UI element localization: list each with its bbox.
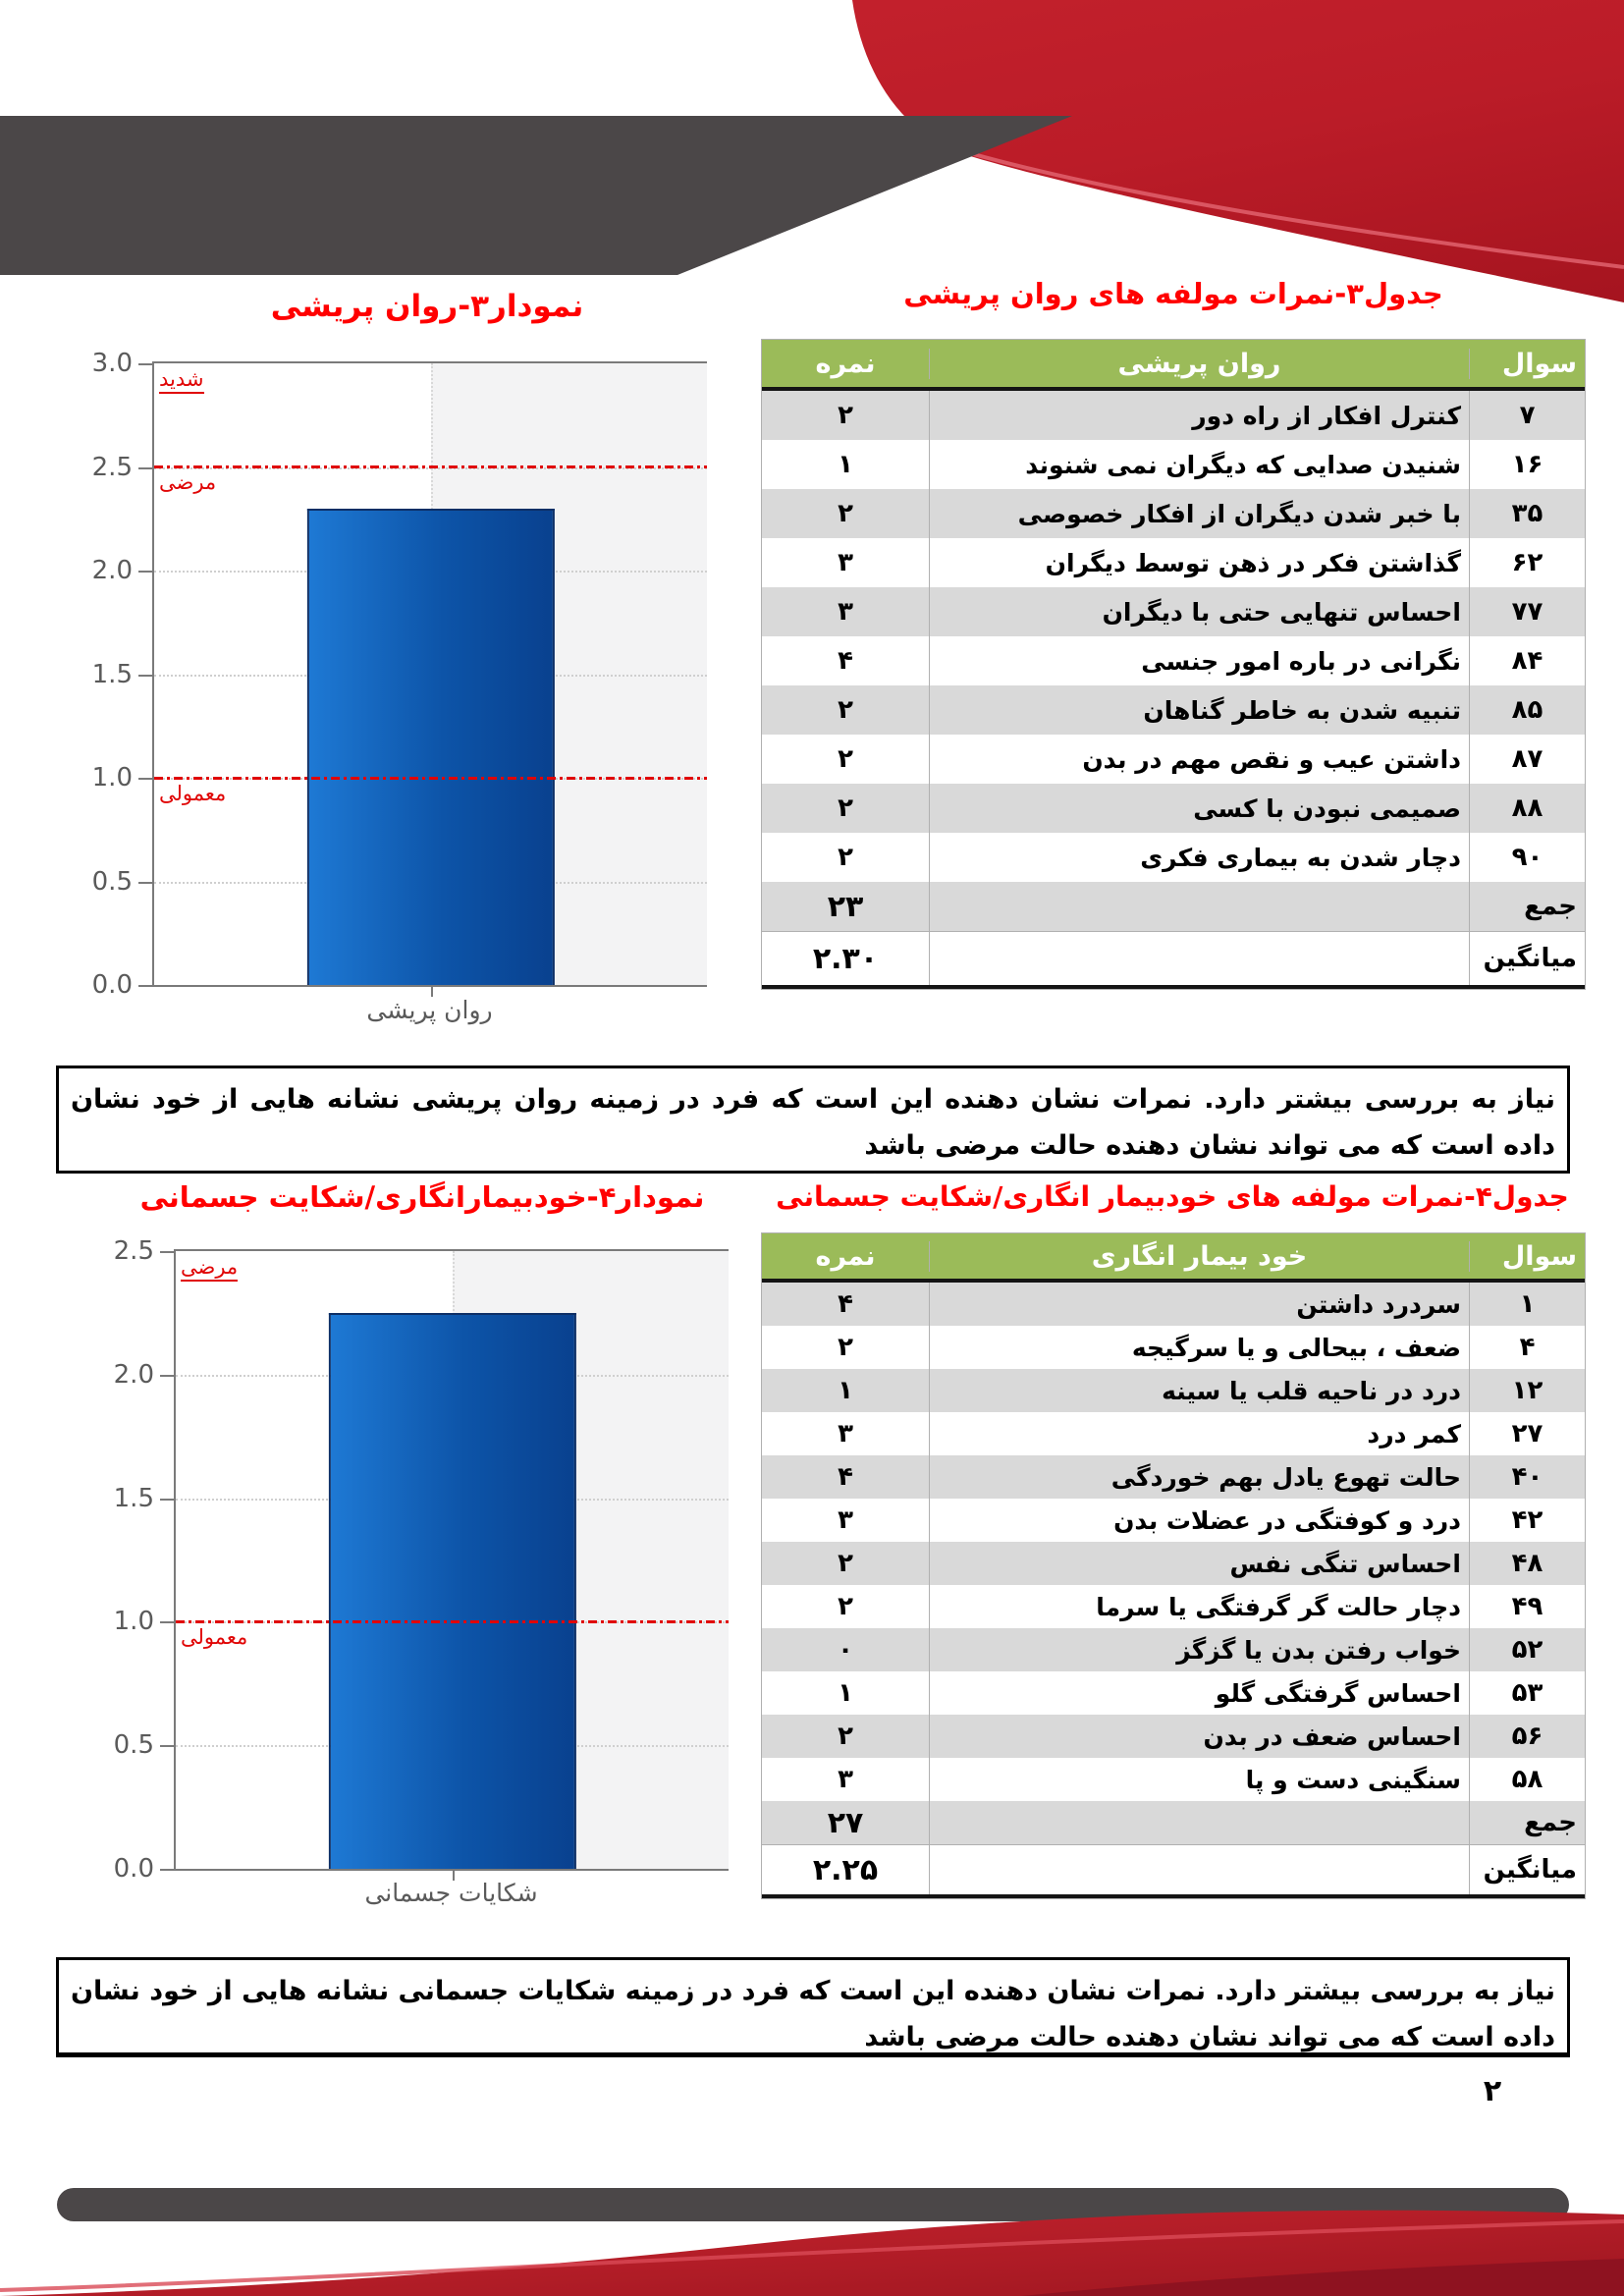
item-cell: سردرد داشتن [929, 1283, 1469, 1326]
score-cell: ۳ [838, 1765, 853, 1794]
table-row [762, 1758, 1585, 1801]
y-tick [160, 1745, 176, 1747]
y-tick [138, 467, 154, 469]
y-tick-label: 2.5 [113, 1236, 154, 1266]
table-row [762, 1412, 1585, 1455]
item-cell: نگرانی در باره امور جنسی [929, 636, 1469, 685]
score-cell: ۳ [838, 548, 853, 577]
threshold-label: شدید [159, 367, 204, 394]
item-cell: صمیمی نبودن با کسی [929, 784, 1469, 833]
score-cell: ۲ [838, 1722, 853, 1751]
item-cell: درد در ناحیه قلب یا سینه [929, 1369, 1469, 1412]
score-cell: ۴ [838, 1289, 853, 1319]
item-cell: شنیدن صدایی که دیگران نمی شنوند [929, 440, 1469, 489]
score-cell: ۲ [838, 793, 853, 823]
y-tick-label: 1.5 [91, 659, 133, 689]
question-cell: ۵۸ [1469, 1758, 1585, 1801]
y-tick-label: 1.0 [113, 1607, 154, 1637]
y-tick [138, 882, 154, 884]
score-cell: ۲ [838, 695, 853, 725]
y-tick-label: 0.5 [91, 866, 133, 897]
item-cell: دچار حالت گر گرفتگی یا سرما [929, 1585, 1469, 1628]
question-cell: ۷ [1469, 391, 1585, 440]
y-tick [138, 985, 154, 987]
item-cell: ضعف ، بیحالی و یا سرگیجه [929, 1326, 1469, 1369]
score-cell: ۲ [838, 401, 853, 430]
question-cell: ۶۲ [1469, 538, 1585, 587]
threshold-line [154, 465, 707, 468]
question-cell: ۴۸ [1469, 1542, 1585, 1585]
table-row [762, 784, 1585, 833]
y-tick [160, 1375, 176, 1377]
table-body [762, 391, 1585, 989]
table-body [762, 1283, 1585, 1898]
item-cell: احساس تنهایی حتی با دیگران [929, 587, 1469, 636]
chart3-title: نمودار۳-روان پریشی [270, 289, 584, 324]
table-mean-row [762, 1844, 1585, 1898]
item-cell: گذاشتن فکر در ذهن توسط دیگران [929, 538, 1469, 587]
item-cell: دچار شدن به بیماری فکری [929, 833, 1469, 882]
table-row [762, 1585, 1585, 1628]
threshold-label: معمولی [159, 781, 227, 805]
question-cell: ۸۵ [1469, 685, 1585, 735]
y-tick [160, 1621, 176, 1623]
sum-label: جمع [1469, 882, 1585, 931]
page-number: ۲ [1483, 2074, 1502, 2108]
score-cell: ۴ [838, 1462, 853, 1492]
item-cell: احساس گرفتگی گلو [929, 1671, 1469, 1715]
table-row [762, 685, 1585, 735]
score-cell: ۲ [838, 1333, 853, 1362]
question-cell: ۱ [1469, 1283, 1585, 1326]
item-cell: تنبیه شدن به خاطر گناهان [929, 685, 1469, 735]
table-row [762, 538, 1585, 587]
chart-bar [306, 509, 554, 985]
mean-label: میانگین [1469, 1845, 1585, 1894]
item-cell: احساس تنگی نفس [929, 1542, 1469, 1585]
table-row [762, 1283, 1585, 1326]
item-cell: سنگینی دست و پا [929, 1758, 1469, 1801]
score-cell: ۴ [838, 646, 853, 676]
item-cell [929, 882, 1469, 931]
table-row [762, 391, 1585, 440]
y-tick [138, 675, 154, 677]
question-cell: ۵۶ [1469, 1715, 1585, 1758]
chart4-title: نمودار۴-خودبیمارانگاری/شکایت جسمانی [139, 1180, 705, 1214]
item-cell [929, 932, 1469, 985]
component-column-header: خود بیمار انگاری [929, 1241, 1469, 1272]
score-cell: ۲ [838, 499, 853, 528]
y-tick-label: 1.5 [113, 1483, 154, 1513]
question-cell: ۴ [1469, 1326, 1585, 1369]
question-cell: ۳۵ [1469, 489, 1585, 538]
question-cell: ۸۷ [1469, 735, 1585, 784]
y-tick [160, 1499, 176, 1501]
table-sum-row [762, 1801, 1585, 1844]
table-row [762, 833, 1585, 882]
table-row [762, 1715, 1585, 1758]
table-row [762, 1542, 1585, 1585]
threshold-label: مرضی [159, 470, 217, 495]
chart4-x-axis-label: شکایات جسمانی [364, 1879, 538, 1907]
sum-value: ۲۳ [827, 889, 864, 924]
somatization-table [761, 1232, 1586, 1899]
score-cell: ۲ [838, 1592, 853, 1621]
y-tick-label: 0.0 [113, 1854, 154, 1884]
score-cell: ۲ [838, 843, 853, 872]
table-row [762, 1628, 1585, 1671]
question-cell: ۷۷ [1469, 587, 1585, 636]
question-cell: ۱۲ [1469, 1369, 1585, 1412]
question-cell: ۵۲ [1469, 1628, 1585, 1671]
table-row [762, 636, 1585, 685]
question-cell: ۴۹ [1469, 1585, 1585, 1628]
mean-value: ۲.۳۰ [812, 941, 879, 976]
footer-banner [0, 2160, 1624, 2296]
score-cell: ۳ [838, 1505, 853, 1535]
header-gray-band [0, 116, 1072, 275]
y-tick-label: 3.0 [91, 349, 133, 378]
sum-value: ۲۷ [827, 1805, 864, 1840]
y-tick-label: 2.0 [91, 556, 133, 585]
table4-title: جدول۴-نمرات مولفه های خودبیمار انگاری/شکایت جسمانی [776, 1180, 1569, 1213]
question-column-header: سوال [1469, 1241, 1585, 1272]
table-row [762, 587, 1585, 636]
table-row [762, 1671, 1585, 1715]
psychoticism-table [761, 339, 1586, 990]
y-tick [160, 1869, 176, 1871]
score-cell: ۰ [838, 1635, 853, 1665]
score-cell: ۳ [838, 1419, 853, 1449]
score-cell: ۲ [838, 744, 853, 774]
table-row [762, 1369, 1585, 1412]
mean-value: ۲.۲۵ [812, 1852, 879, 1887]
question-cell: ۸۸ [1469, 784, 1585, 833]
psychoticism-interpretation-note: نیاز به بررسی بیشتر دارد. نمرات نشان دهنده این است که فرد در زمینه روان پریشی نشانه هایی از خود نشان داده است که می تواند نشان دهنده حالت مرضی باشد [56, 1066, 1570, 1174]
table-row [762, 735, 1585, 784]
threshold-label: معمولی [181, 1625, 248, 1650]
table-header-row [762, 340, 1585, 391]
header-banner [0, 0, 1624, 314]
header-light-swoosh [39, 0, 638, 116]
somatization-chart-plot [113, 1236, 729, 1884]
score-column-header: نمره [815, 348, 876, 379]
item-cell: کنترل افکار از راه دور [929, 391, 1469, 440]
question-column-header: سوال [1469, 349, 1585, 379]
score-cell: ۱ [838, 1678, 853, 1708]
score-cell: ۱ [838, 450, 853, 479]
table-header-row [762, 1233, 1585, 1283]
item-cell: کمر درد [929, 1412, 1469, 1455]
score-cell: ۳ [838, 597, 853, 627]
chart3-x-axis-label: روان پریشی [366, 996, 493, 1024]
table-row [762, 489, 1585, 538]
question-cell: ۱۶ [1469, 440, 1585, 489]
table3-title: جدول۳-نمرات مولفه های روان پریشی [903, 277, 1443, 310]
y-tick-label: 1.0 [91, 763, 133, 793]
score-column-header: نمره [815, 1240, 876, 1272]
y-tick [138, 571, 154, 573]
table-row [762, 1455, 1585, 1499]
y-tick [160, 1251, 176, 1253]
item-cell: با خبر شدن دیگران از افکار خصوصی [929, 489, 1469, 538]
threshold-line [176, 1620, 729, 1623]
table-row [762, 440, 1585, 489]
question-cell: ۴۲ [1469, 1499, 1585, 1542]
question-cell: ۸۴ [1469, 636, 1585, 685]
item-cell [929, 1845, 1469, 1894]
question-cell: ۲۷ [1469, 1412, 1585, 1455]
score-cell: ۱ [838, 1376, 853, 1405]
question-cell: ۵۳ [1469, 1671, 1585, 1715]
chart-bar [328, 1313, 575, 1869]
item-cell: داشتن عیب و نقص مهم در بدن [929, 735, 1469, 784]
table-row [762, 1326, 1585, 1369]
item-cell: حالت تهوع یادل بهم خوردگی [929, 1455, 1469, 1499]
y-tick-label: 0.5 [113, 1730, 154, 1761]
item-cell: خواب رفتن بدن یا گزگز [929, 1628, 1469, 1671]
component-column-header: روان پریشی [929, 349, 1469, 379]
item-cell: احساس ضعف در بدن [929, 1715, 1469, 1758]
item-cell [929, 1801, 1469, 1844]
score-cell: ۲ [838, 1549, 853, 1578]
table-sum-row [762, 882, 1585, 931]
y-tick [138, 363, 154, 365]
mean-label: میانگین [1469, 932, 1585, 985]
question-cell: ۹۰ [1469, 833, 1585, 882]
table-mean-row [762, 931, 1585, 989]
table-row [762, 1499, 1585, 1542]
somatization-interpretation-note: نیاز به بررسی بیشتر دارد. نمرات نشان دهنده این است که فرد در زمینه شکایات جسمانی نشانه هایی از خود نشان داده است که می تواند نشان دهنده حالت مرضی باشد [56, 1957, 1570, 2057]
threshold-label: مرضی [181, 1255, 238, 1282]
sum-label: جمع [1469, 1801, 1585, 1844]
psychoticism-chart-plot [91, 349, 707, 1000]
y-tick-label: 0.0 [91, 970, 133, 1000]
threshold-line [154, 777, 707, 780]
y-tick-label: 2.5 [91, 452, 133, 482]
y-tick [138, 778, 154, 780]
y-tick-label: 2.0 [113, 1359, 154, 1390]
item-cell: درد و کوفتگی در عضلات بدن [929, 1499, 1469, 1542]
question-cell: ۴۰ [1469, 1455, 1585, 1499]
